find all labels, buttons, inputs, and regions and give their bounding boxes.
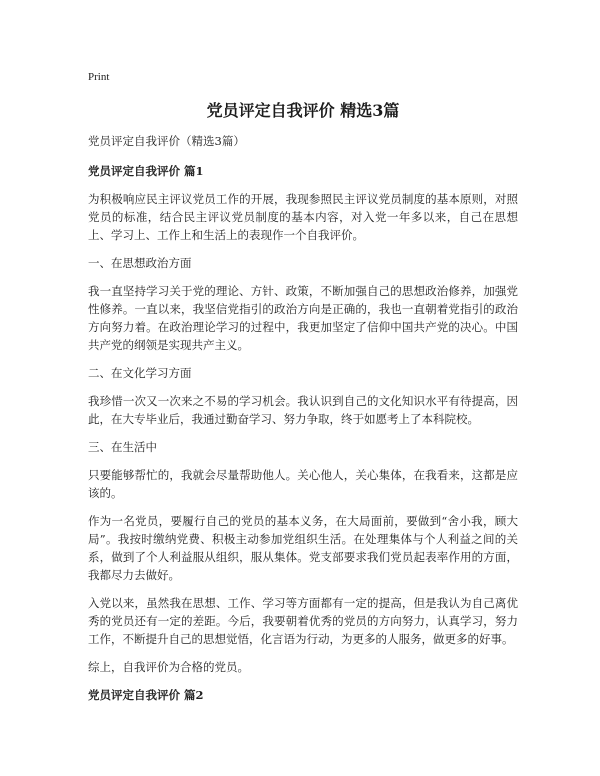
- document-title: 党员评定自我评价 精选3篇: [206, 101, 400, 120]
- subheading-life: 三、在生活中: [88, 440, 157, 454]
- life-paragraph: 只要能够帮忙的，我就会尽量帮助他人。关心他人，关心集体，在我看来，这都是应该的。: [88, 468, 518, 500]
- political-paragraph: 我一直坚持学习关于党的理论、方针、政策，不断加强自己的思想政治修养，加强党性修养。一直以来，我坚信党指引的政治方向是正确的，我也一直朝着党指引的政治方向努力着。在政治理论学习的过程中，我更加坚定了信仰中国共产党的决心。中国共产党的纲领是实现共产主义。: [88, 284, 518, 352]
- section-heading-1: 党员评定自我评价 篇1: [88, 164, 204, 178]
- document-page: [88, 70, 518, 714]
- study-paragraph: 我珍惜一次又一次来之不易的学习机会。我认识到自己的文化知识水平有待提高，因此，在大专毕业后，我通过勤奋学习、努力争取，终于如愿考上了本科院校。: [88, 394, 518, 426]
- section-heading-2: 党员评定自我评价 篇2: [88, 688, 204, 702]
- intro-paragraph: 为积极响应民主评议党员工作的开展，我现参照民主评议党员制度的基本原则，对照党员的标准，结合民主评议党员制度的基本内容，对入党一年多以来，自己在思想上、学习上、工作上和生活上的表现作一个自我评价。: [88, 192, 518, 242]
- subheading-political: 一、在思想政治方面: [88, 256, 192, 270]
- print-link[interactable]: Print: [88, 71, 110, 83]
- conclusion-paragraph: 综上，自我评价为合格的党员。: [88, 660, 249, 674]
- improvement-paragraph: 入党以来，虽然我在思想、工作、学习等方面都有一定的提高，但是我认为自己离优秀的党员还有一定的差距。今后，我要朝着优秀的党员的方向努力，认真学习，努力工作，不断提升自己的思想觉悟，化言语为行动，为更多的人服务，做更多的好事。: [88, 596, 518, 646]
- duty-paragraph: 作为一名党员，要履行自己的党员的基本义务，在大局面前，要做到“舍小我，顾大局”。我按时缴纳党费、积极主动参加党组织生活。在处理集体与个人利益之间的关系，做到了个人利益服从组织，服从集体。党支部要求我们党员起表率作用的方面，我都尽力去做好。: [88, 514, 518, 582]
- document-subtitle: 党员评定自我评价（精选3篇）: [88, 134, 245, 148]
- subheading-study: 二、在文化学习方面: [88, 366, 192, 380]
